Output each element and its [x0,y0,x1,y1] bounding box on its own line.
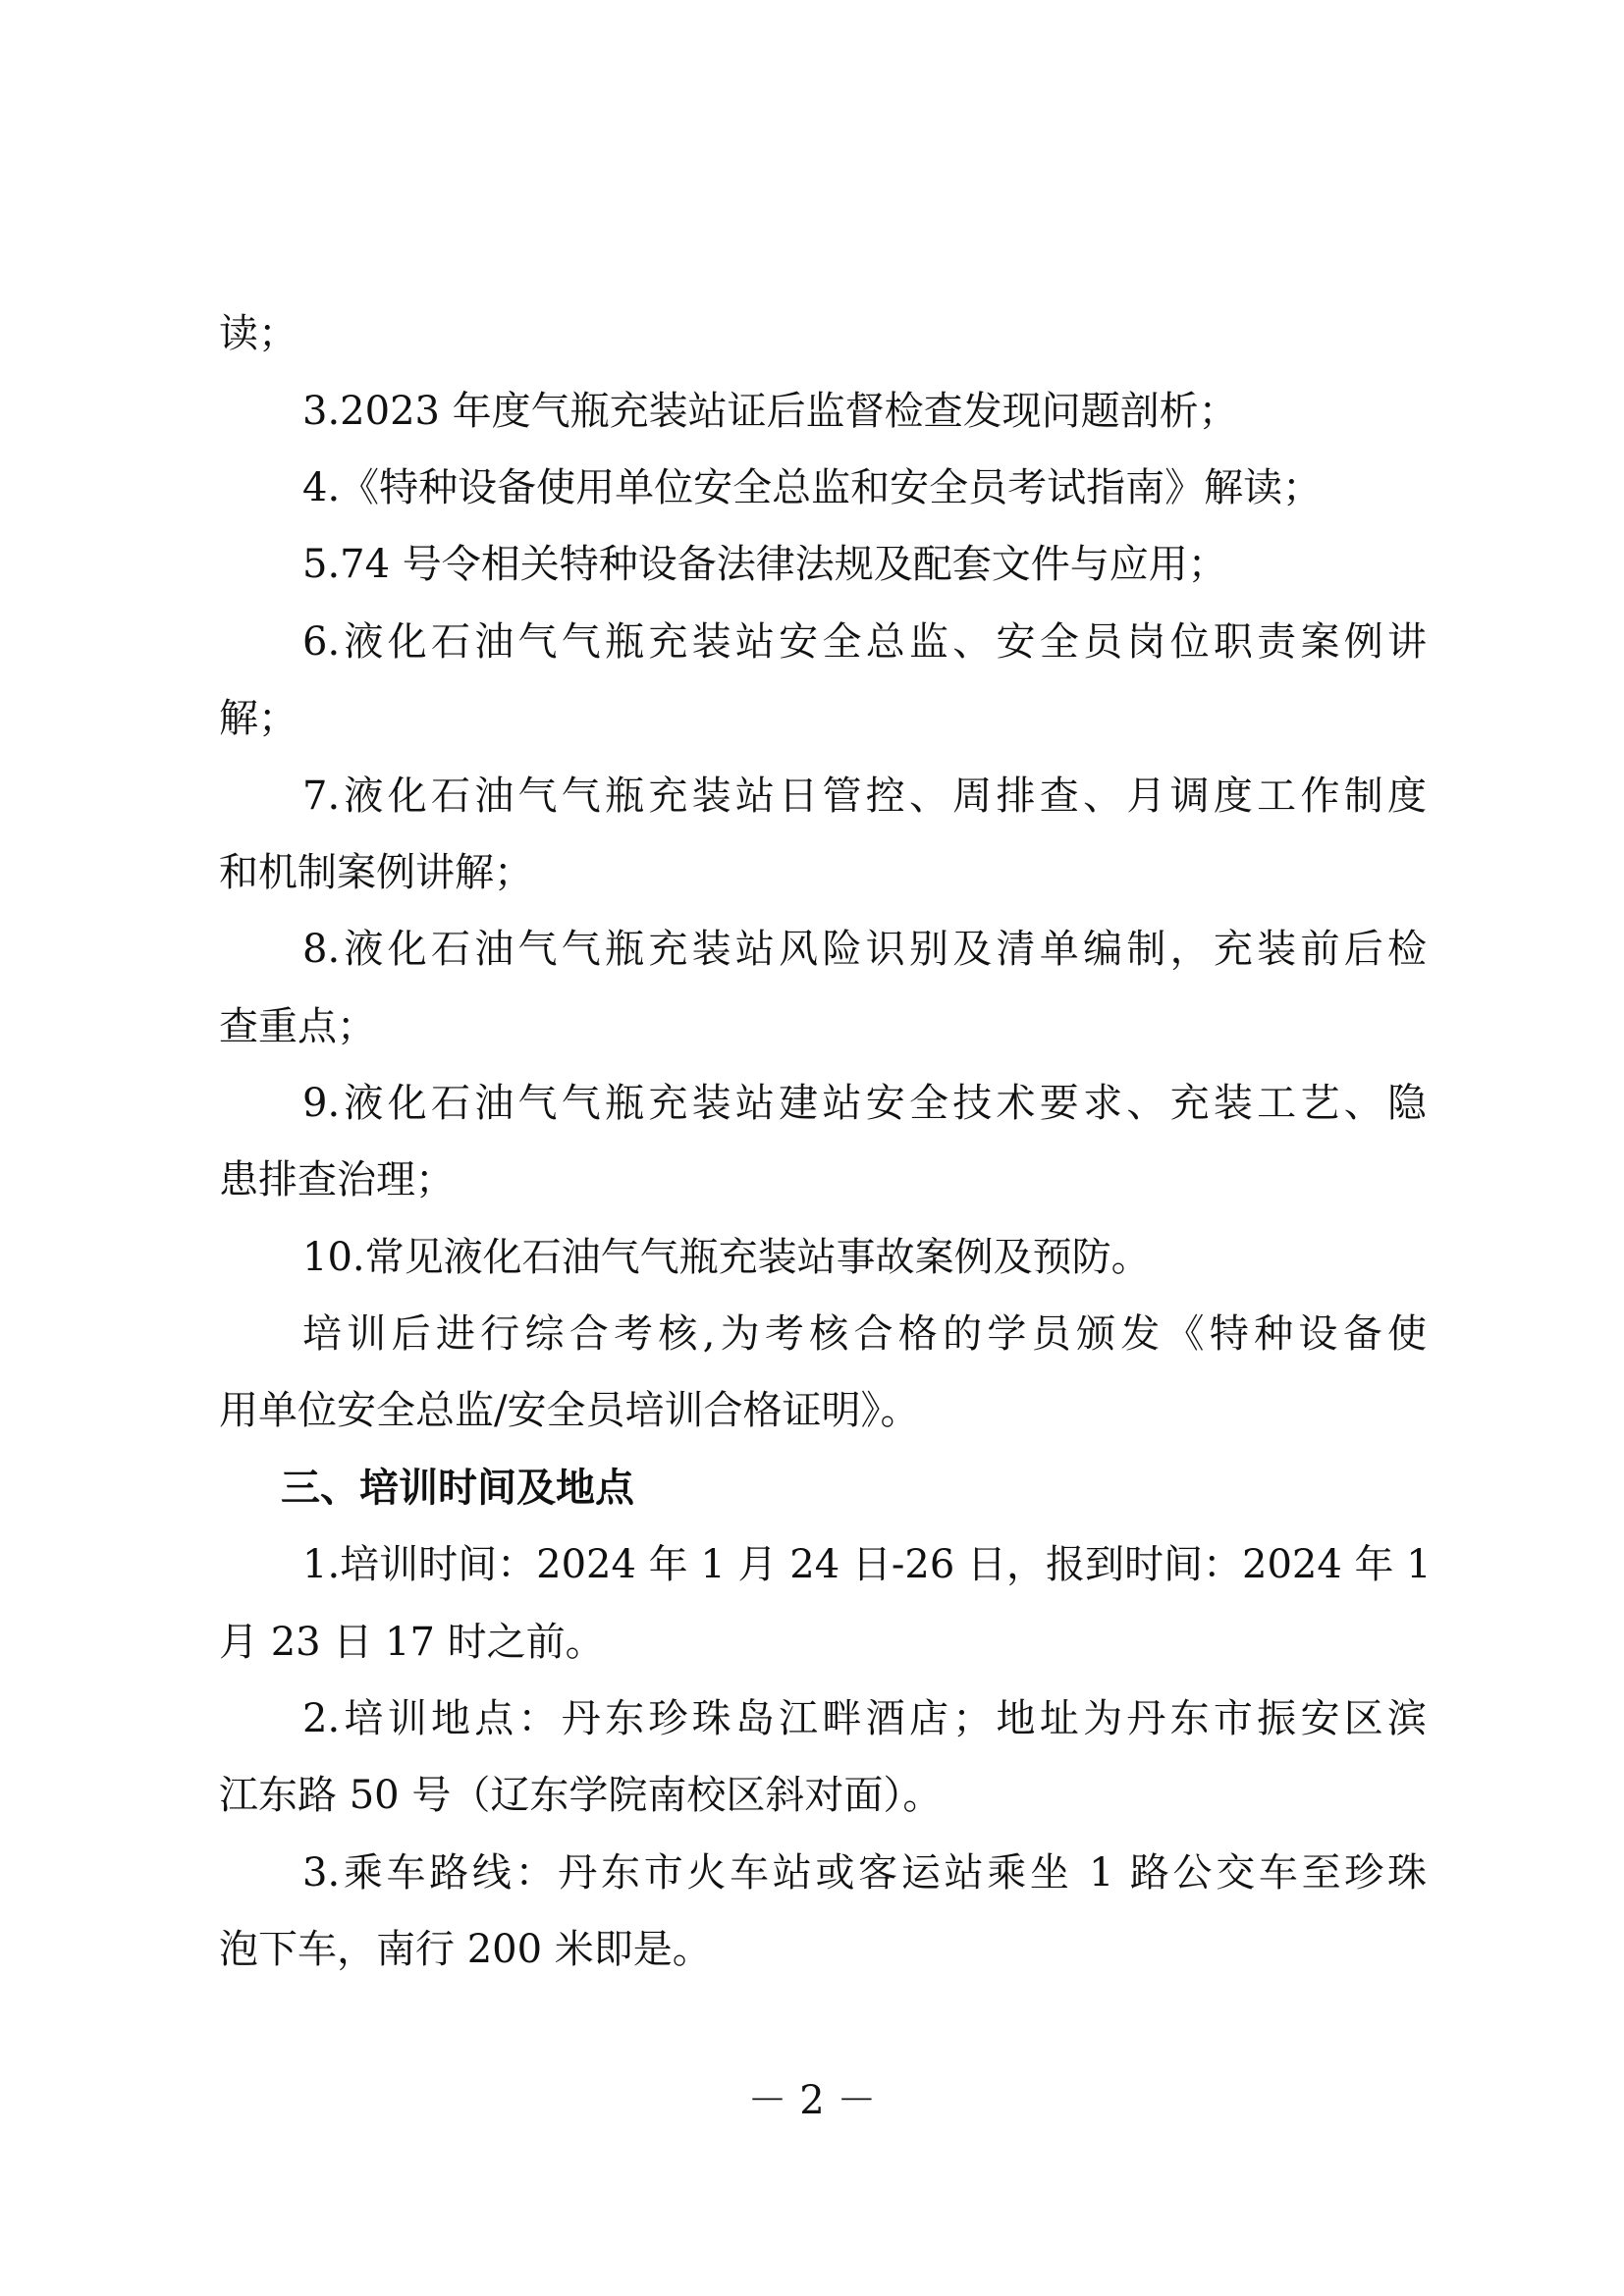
list-item-6-line-2: 解； [219,696,298,741]
list-item-9-line-2: 患排查治理； [219,1157,455,1202]
training-location-line-2: 江东路 50 号（辽东学院南校区斜对面）。 [219,1773,943,1818]
text-line-continuation-read: 读； [219,311,298,356]
list-item-4: 4.《特种设备使用单位安全总监和安全员考试指南》解读； [302,465,1323,510]
assessment-paragraph-line-2: 用单位安全总监/安全员培训合格证明》。 [219,1388,920,1433]
list-item-8-line-1: 8.液化石油气气瓶充装站风险识别及清单编制，充装前后检 [302,927,1427,972]
page-number: － 2 － [747,2078,877,2123]
list-item-3: 3.2023 年度气瓶充装站证后监督检查发现问题剖析； [302,389,1238,434]
bus-route-line-1: 3.乘车路线：丹东市火车站或客运站乘坐 1 路公交车至珍珠 [302,1850,1427,1896]
list-item-10: 10.常见液化石油气气瓶充装站事故案例及预防。 [302,1235,1151,1280]
section-heading-time-and-place: 三、培训时间及地点 [281,1466,634,1511]
training-location-line-1: 2.培训地点：丹东珍珠岛江畔酒店；地址为丹东市振安区滨 [302,1696,1427,1741]
assessment-paragraph-line-1: 培训后进行综合考核,为考核合格的学员颁发《特种设备使 [302,1311,1427,1357]
list-item-7-line-2: 和机制案例讲解； [219,850,533,895]
training-time-line-2: 月 23 日 17 时之前。 [219,1620,605,1665]
list-item-6-line-1: 6.液化石油气气瓶充装站安全总监、安全员岗位职责案例讲 [302,619,1427,665]
bus-route-line-2: 泡下车，南行 200 米即是。 [219,1927,712,1972]
list-item-8-line-2: 查重点； [219,1004,376,1049]
list-item-9-line-1: 9.液化石油气气瓶充装站建站安全技术要求、充装工艺、隐 [302,1081,1427,1126]
list-item-5: 5.74 号令相关特种设备法律法规及配套文件与应用； [302,542,1227,587]
list-item-7-line-1: 7.液化石油气气瓶充装站日管控、周排查、月调度工作制度 [302,774,1427,819]
training-time-line-1: 1.培训时间：2024 年 1 月 24 日-26 日，报到时间：2024 年 1 [302,1542,1432,1587]
